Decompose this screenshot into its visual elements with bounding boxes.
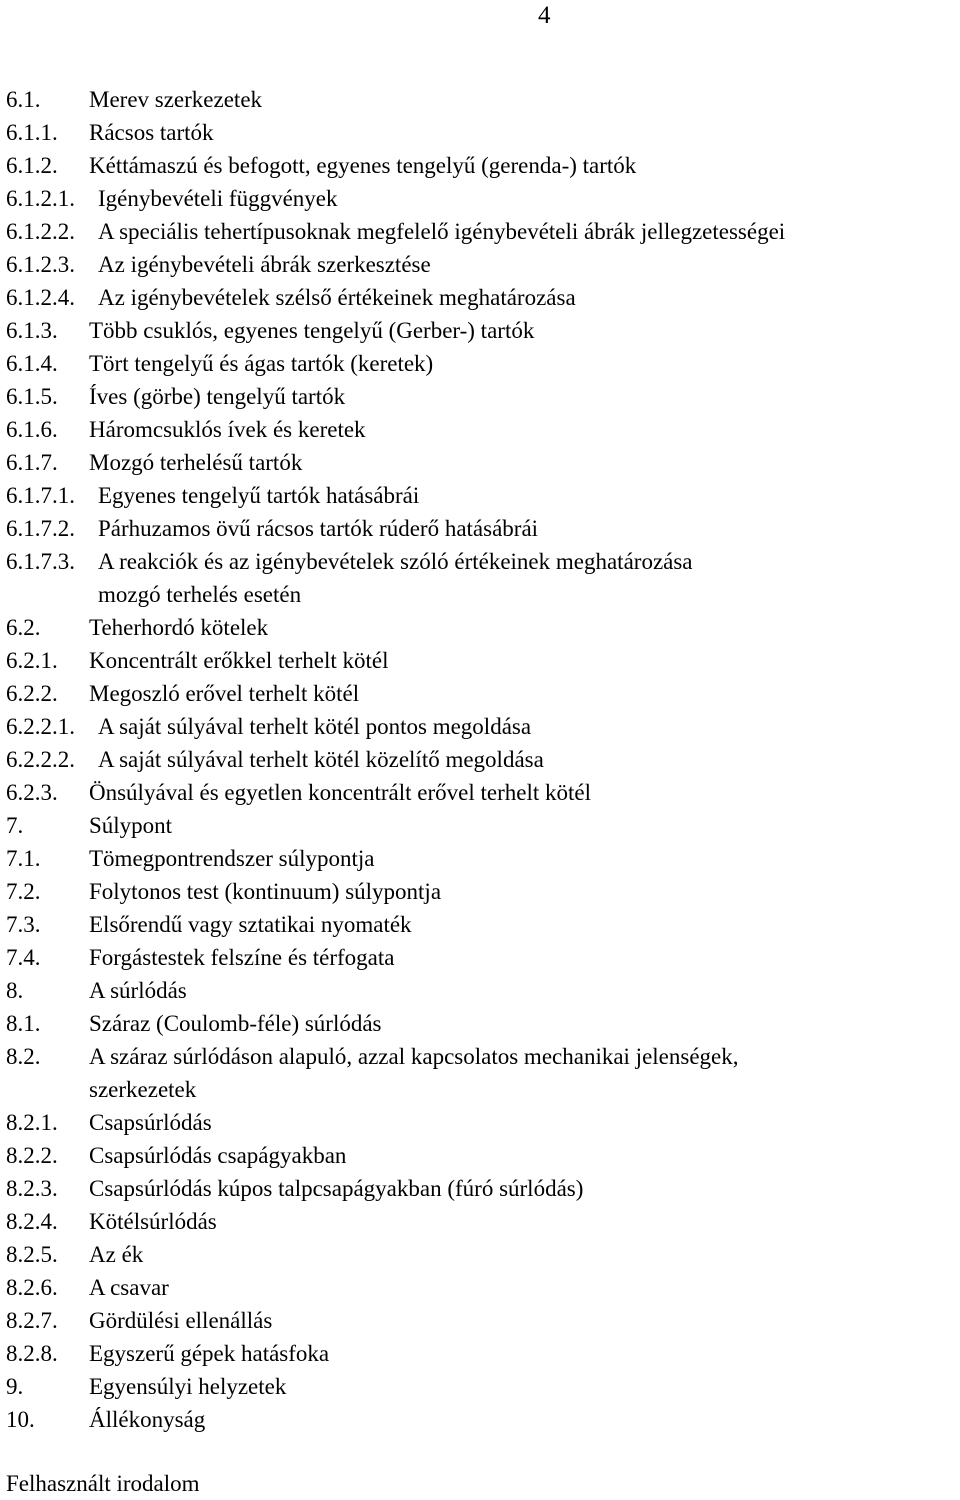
toc-entry (6, 908, 960, 941)
toc-entry-number: 7.3. (6, 912, 41, 937)
toc-entry-number: 8.2.3. (6, 1176, 58, 1201)
toc-entry-title: Egyensúlyi helyzetek (89, 1374, 287, 1399)
toc-entry-number: 8.2.4. (6, 1209, 58, 1234)
toc-entry-title: Elsőrendű vagy sztatikai nyomaték (89, 912, 412, 937)
toc-entry (6, 314, 960, 347)
toc-entry-title: Íves (görbe) tengelyű tartók (89, 384, 346, 409)
toc-entry-title: Csapsúrlódás (89, 1110, 212, 1135)
toc-entry-number: 6.1.7. (6, 450, 58, 475)
toc-entry-title: Igénybevételi függvények (98, 186, 338, 211)
toc-entry-title: A saját súlyával terhelt kötél pontos megoldása (98, 714, 532, 739)
toc-entry-number: 6.2.2.2. (6, 747, 75, 772)
toc-entry-number: 7.4. (6, 945, 41, 970)
toc-entry-title: Kéttámaszú és befogott, egyenes tengelyű (gerenda-) tartók (89, 153, 637, 178)
toc-entry (6, 479, 960, 512)
toc-entry-title: Az igénybevételek szélső értékeinek meghatározása (98, 285, 576, 310)
toc-entry-number: 6.2.3. (6, 780, 58, 805)
toc-entry-title: Gördülési ellenállás (89, 1308, 273, 1333)
toc-entry (6, 1106, 960, 1139)
toc-entry-number: 6.1.1. (6, 120, 58, 145)
references-heading: Felhasznált irodalom (6, 1471, 200, 1496)
toc-entry-title: Háromcsuklós ívek és keretek (89, 417, 366, 442)
page-number-text: 4 (538, 2, 551, 29)
toc-entry-title-continuation: szerkezetek (89, 1077, 197, 1102)
toc-entry-title: Önsúlyával és egyetlen koncentrált erővel terhelt kötél (89, 780, 591, 805)
toc-entry-title: Rácsos tartók (89, 120, 214, 145)
toc-entry-title: Az igénybevételi ábrák szerkesztése (98, 252, 431, 277)
toc-entry-title: Tört tengelyű és ágas tartók (keretek) (89, 351, 434, 376)
toc-entry-title: Kötélsúrlódás (89, 1209, 217, 1234)
toc-entry (6, 149, 960, 182)
toc-entry-title: Csapsúrlódás csapágyakban (89, 1143, 347, 1168)
toc-entry-number: 6.1.2.2. (6, 219, 75, 244)
toc-entry-number: 6.1.7.3. (6, 549, 75, 574)
toc-entry-title: Súlypont (89, 813, 173, 838)
toc-entry-title: A száraz súrlódáson alapuló, azzal kapcsolatos mechanikai jelenségek, (89, 1044, 739, 1069)
toc-entry-title: Merev szerkezetek (89, 87, 263, 112)
toc-entry (6, 1205, 960, 1238)
toc-entry-number: 7.2. (6, 879, 41, 904)
toc-entry (6, 776, 960, 809)
toc-entry-number: 6.1.6. (6, 417, 58, 442)
toc-entry-title: A reakciók és az igénybevételek szóló értékeinek meghatározása (98, 549, 693, 574)
toc-entry (6, 974, 960, 1007)
toc-entry-title: Mozgó terhelésű tartók (89, 450, 303, 475)
table-of-contents (6, 83, 960, 1436)
toc-entry-number: 6.1.2.3. (6, 252, 75, 277)
toc-entry (6, 281, 960, 314)
toc-entry-number: 6.1.5. (6, 384, 58, 409)
toc-entry (6, 347, 960, 380)
toc-entry (6, 248, 960, 281)
toc-entry (6, 1271, 960, 1304)
toc-entry (6, 1238, 960, 1271)
toc-entry-number: 8.1. (6, 1011, 41, 1036)
toc-entry-title: A speciális tehertípusoknak megfelelő igénybevételi ábrák jellegzetességei (98, 219, 786, 244)
toc-entry-title: Egyenes tengelyű tartók hatásábrái (98, 483, 420, 508)
toc-entry (6, 1403, 960, 1436)
toc-entry-title: Koncentrált erőkkel terhelt kötél (89, 648, 389, 673)
toc-entry (6, 677, 960, 710)
toc-entry (6, 743, 960, 776)
toc-entry (6, 1007, 960, 1040)
toc-entry (6, 1040, 960, 1106)
toc-entry-number: 6.1. (6, 87, 41, 112)
toc-entry-number: 6.1.2.1. (6, 186, 75, 211)
toc-entry (6, 116, 960, 149)
toc-entry-title-continuation: mozgó terhelés esetén (98, 582, 302, 607)
toc-entry-title: Teherhordó kötelek (89, 615, 269, 640)
toc-entry (6, 545, 960, 611)
toc-entry-number: 7.1. (6, 846, 41, 871)
toc-entry-title: Csapsúrlódás kúpos talpcsapágyakban (fúró súrlódás) (89, 1176, 584, 1201)
toc-entry-number: 10. (6, 1407, 35, 1432)
toc-entry (6, 83, 960, 116)
toc-entry (6, 710, 960, 743)
toc-entry (6, 512, 960, 545)
toc-entry-number: 9. (6, 1374, 24, 1399)
toc-entry-title: Száraz (Coulomb-féle) súrlódás (89, 1011, 382, 1036)
toc-entry-number: 8. (6, 978, 24, 1003)
toc-entry (6, 875, 960, 908)
toc-entry-number: 6.2.1. (6, 648, 58, 673)
toc-entry-title: Párhuzamos övű rácsos tartók rúderő hatásábrái (98, 516, 539, 541)
toc-entry-number: 8.2.8. (6, 1341, 58, 1366)
toc-entry (6, 446, 960, 479)
toc-entry-number: 6.2.2. (6, 681, 58, 706)
toc-entry-title: Az ék (89, 1242, 144, 1267)
toc-entry (6, 1172, 960, 1205)
toc-entry (6, 644, 960, 677)
toc-entry (6, 941, 960, 974)
toc-entry-number: 6.1.2. (6, 153, 58, 178)
toc-entry-number: 6.2. (6, 615, 41, 640)
toc-entry-number: 8.2.5. (6, 1242, 58, 1267)
toc-entry-title: Tömegpontrendszer súlypontja (89, 846, 375, 871)
toc-entry (6, 413, 960, 446)
toc-entry-title: Megoszló erővel terhelt kötél (89, 681, 360, 706)
toc-entry (6, 182, 960, 215)
toc-entry-title: Forgástestek felszíne és térfogata (89, 945, 395, 970)
toc-entry-number: 6.1.4. (6, 351, 58, 376)
toc-entry (6, 842, 960, 875)
toc-entry (6, 1139, 960, 1172)
toc-entry (6, 1337, 960, 1370)
toc-entry-title: Egyszerű gépek hatásfoka (89, 1341, 330, 1366)
toc-entry-number: 6.1.3. (6, 318, 58, 343)
toc-entry (6, 1304, 960, 1337)
toc-entry-number: 6.1.7.2. (6, 516, 75, 541)
toc-entry-title: A csavar (89, 1275, 169, 1300)
toc-entry (6, 809, 960, 842)
toc-entry-number: 6.1.7.1. (6, 483, 75, 508)
toc-entry-number: 8.2.6. (6, 1275, 58, 1300)
toc-entry-title: A súrlódás (89, 978, 187, 1003)
toc-entry (6, 611, 960, 644)
toc-entry-number: 7. (6, 813, 24, 838)
toc-entry-title: Több csuklós, egyenes tengelyű (Gerber-) tartók (89, 318, 535, 343)
toc-entry-number: 8.2.1. (6, 1110, 58, 1135)
toc-entry (6, 1370, 960, 1403)
toc-entry-number: 6.1.2.4. (6, 285, 75, 310)
toc-entry-number: 8.2. (6, 1044, 41, 1069)
toc-entry (6, 215, 960, 248)
toc-entry-title: Állékonyság (89, 1407, 206, 1432)
toc-entry (6, 380, 960, 413)
toc-entry-number: 6.2.2.1. (6, 714, 75, 739)
toc-entry-title: A saját súlyával terhelt kötél közelítő megoldása (98, 747, 544, 772)
toc-entry-number: 8.2.7. (6, 1308, 58, 1333)
toc-entry-title: Folytonos test (kontinuum) súlypontja (89, 879, 442, 904)
toc-entry-number: 8.2.2. (6, 1143, 58, 1168)
